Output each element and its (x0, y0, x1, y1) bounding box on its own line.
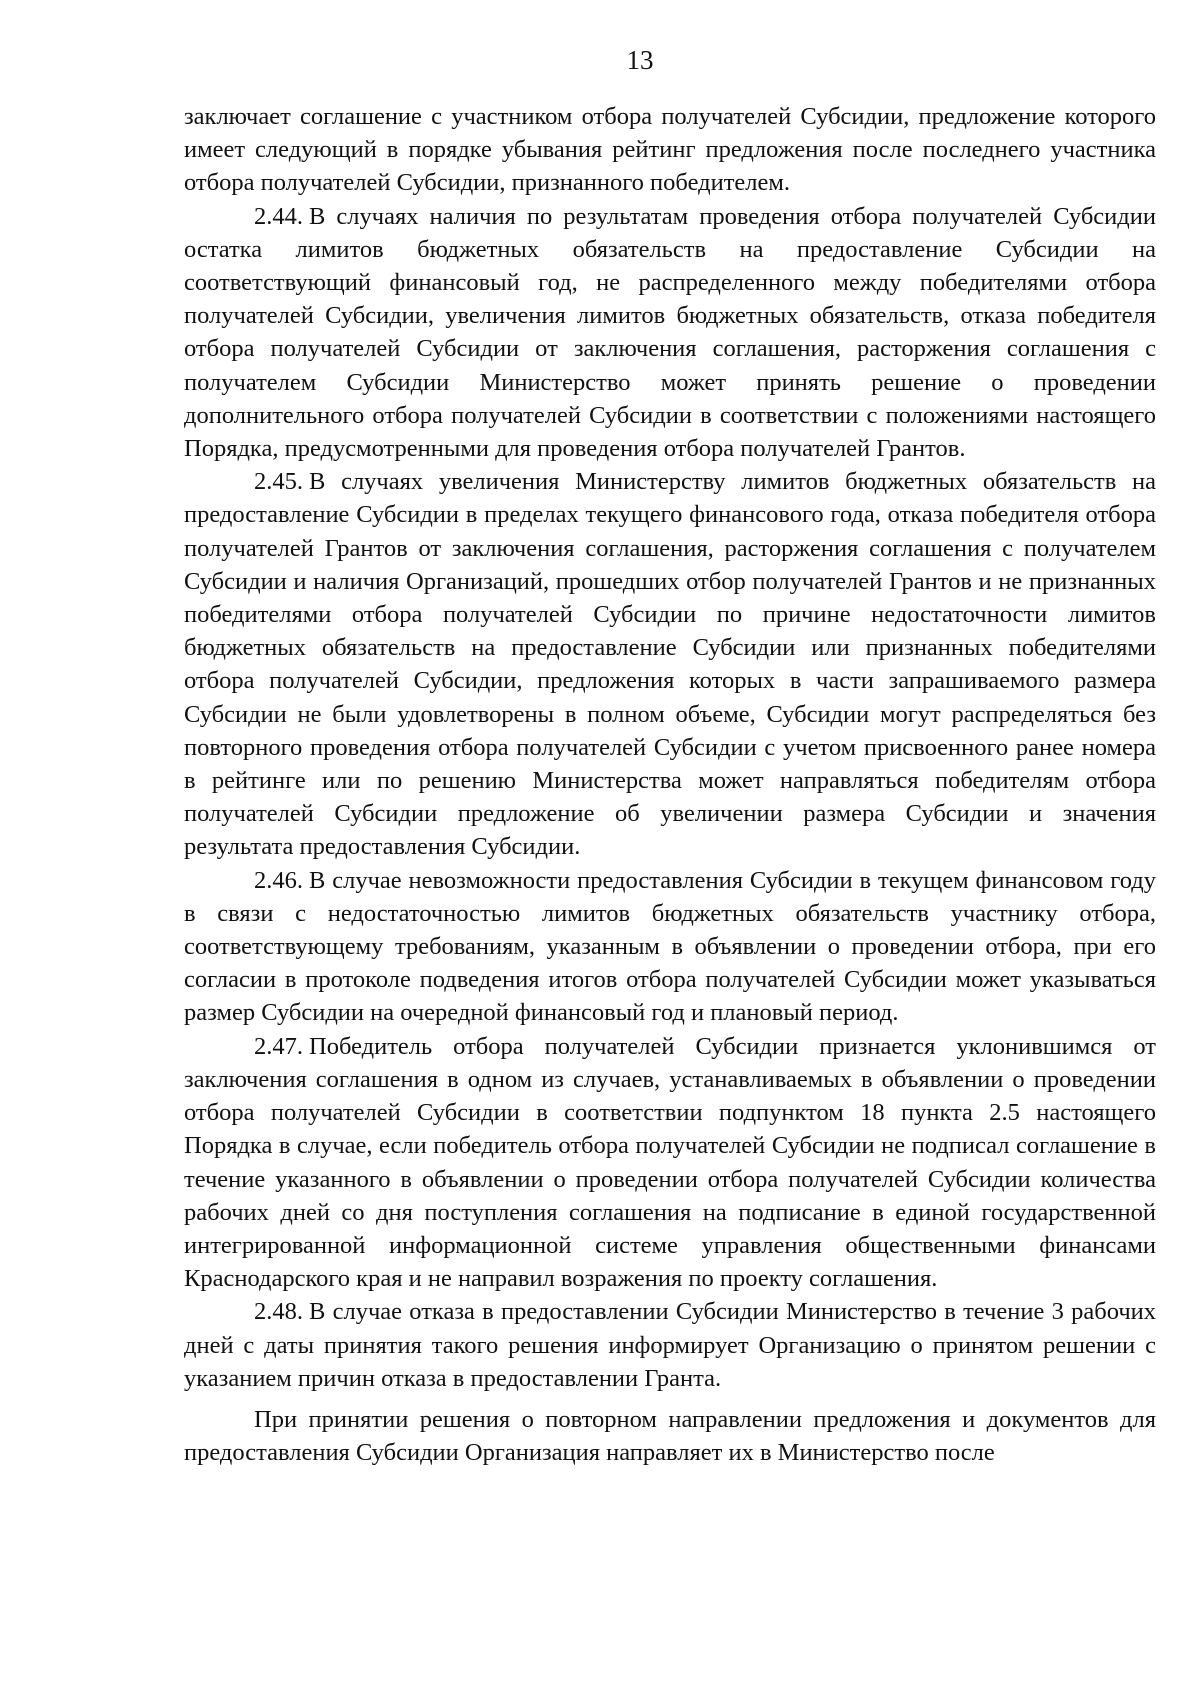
page-number: 13 (626, 45, 654, 75)
paragraph-continuation (184, 100, 1156, 200)
paragraph-number: 2.48. (254, 1298, 303, 1326)
paragraph-2-45 (184, 465, 1156, 863)
paragraph-text: В случаях увеличения Министерству лимитов бюджетных обязательств на предоставление Субсидии в пределах текущего финансового года, отказа победителя отбора получателей Грантов от заключения соглашения, расторжения соглашения с получателем Субсидии и наличия Организаций, прошедших отбор получателей Грантов и не признанных победителями отбора получателей Субсидии по причине недостаточности лимитов бюджетных обязательств на предоставление Субсидии или признанных победителями отбора получателей Субсидии, предложения которых в части запрашиваемого размера Субсидии не были удовлетворены в полном объеме, Субсидии могут распределяться без повторного проведения отбора получателей Субсидии с учетом присвоенного ранее номера в рейтинге или по решению Министерства может направляться победителям отбора получателей Субсидии предложение об увеличении размера Субсидии и значения результата предоставления Субсидии. (184, 468, 1156, 861)
paragraph-2-47 (184, 1030, 1156, 1296)
document-body (184, 100, 1156, 1469)
paragraph-number: 2.45. (254, 468, 303, 496)
paragraph-text: В случае отказа в предоставлении Субсидии Министерство в течение 3 рабочих дней с даты принятия такого решения информирует Организацию о принятом решении с указанием причин отказа в предоставлении Гранта. (184, 1298, 1156, 1392)
paragraph-2-48 (184, 1295, 1156, 1395)
paragraph-number: 2.44. (254, 202, 303, 230)
paragraph-text: В случаях наличия по результатам проведения отбора получателей Субсидии остатка лимитов бюджетных обязательств на предоставление Субсидии на соответствующий финансовый год, не распределенного между победителями отбора получателей Субсидии, увеличения лимитов бюджетных обязательств, отказа победителя отбора получателей Субсидии от заключения соглашения, расторжения соглашения с получателем Субсидии Министерство может принять решение о проведении дополнительного отбора получателей Субсидии в соответствии с положениями настоящего Порядка, предусмотренными для проведения отбора получателей Грантов. (184, 202, 1156, 463)
paragraph-text: При принятии решения о повторном направлении предложения и документов для предоставления Субсидии Организация направляет их в Министерство после (184, 1405, 1156, 1467)
paragraph-2-46 (184, 864, 1156, 1030)
paragraph-text: заключает соглашение с участником отбора получателей Субсидии, предложение которого имеет следующий в порядке убывания рейтинг предложения после последнего участника отбора получателей Субсидии, признанного победителем. (184, 103, 1156, 197)
paragraph-number: 2.47. (254, 1032, 303, 1060)
paragraph-2-44 (184, 200, 1156, 466)
paragraph-number: 2.46. (254, 866, 303, 894)
paragraph-text: В случае невозможности предоставления Субсидии в текущем финансовом году в связи с недостаточностью лимитов бюджетных обязательств участнику отбора, соответствующему требованиям, указанным в объявлении о проведении отбора, при его согласии в протоколе подведения итогов отбора получателей Субсидии может указываться размер Субсидии на очередной финансовый год и плановый период. (184, 866, 1156, 1027)
paragraph-text: Победитель отбора получателей Субсидии признается уклонившимся от заключения соглашения в одном из случаев, устанавливаемых в объявлении о проведении отбора получателей Субсидии в соответствии подпунктом 18 пункта 2.5 настоящего Порядка в случае, если победитель отбора получателей Субсидии не подписал соглашение в течение указанного в объявлении о проведении отбора получателей Субсидии количества рабочих дней со дня поступления соглашения на подписание в единой государственной интегрированной информационной системе управления общественными финансами Краснодарского края и не направил возражения по проекту соглашения. (184, 1032, 1156, 1293)
paragraph-resubmission (184, 1403, 1156, 1469)
